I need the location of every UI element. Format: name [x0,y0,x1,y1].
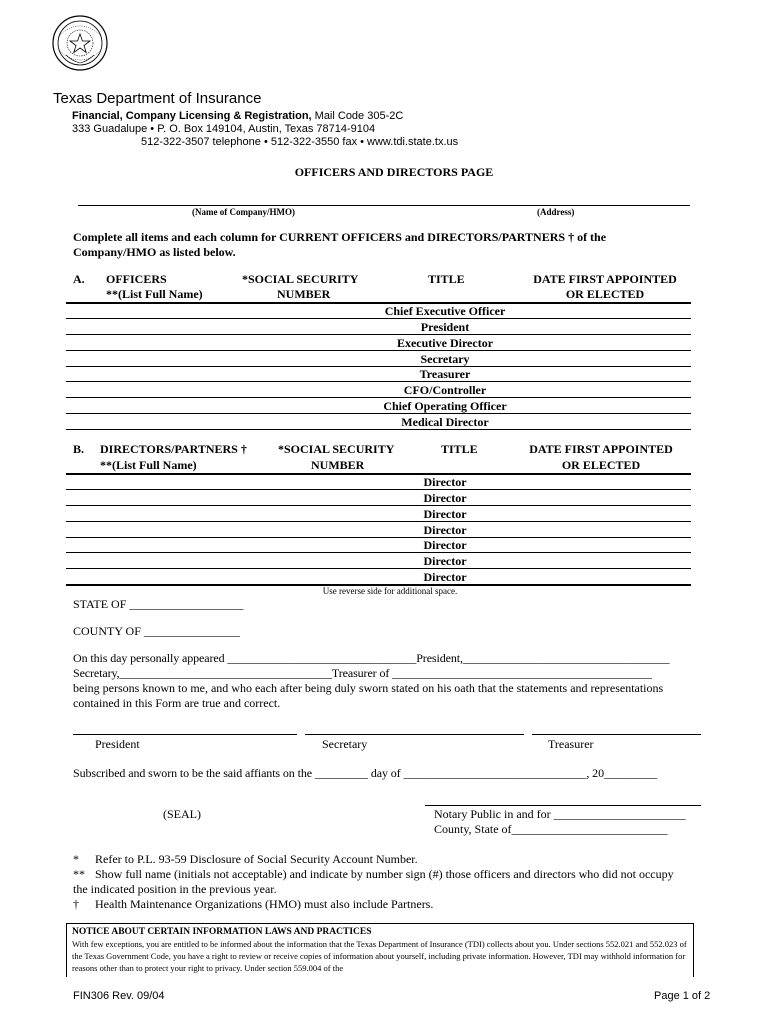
president-signature-line[interactable] [73,734,297,735]
address-label: (Address) [537,207,575,217]
footnote-text: Show full name (initials not acceptable) and indicate by number sign (#) those officers and directors who did not occupy [95,867,674,881]
notary-public-field[interactable]: Notary Public in and for ______________________ [434,807,686,821]
officer-row-line[interactable] [66,397,691,398]
company-name-label: (Name of Company/HMO) [192,207,295,217]
directors-subheading: **(List Full Name) [100,458,197,472]
director-row-line[interactable] [66,552,691,553]
footnote-mark: † [73,897,79,911]
officer-row-line[interactable] [66,350,691,351]
director-title-row: Director [423,570,467,584]
county-field[interactable]: COUNTY OF ________________ [73,624,240,638]
notice-body: With few exceptions, you are entitled to be informed about the information that the Texas Department of Insurance (TDI) collects about you. Under sections 552.021 and 552.023 of the Texas Government Code, you have a right to review or receive copies of information about yourself, including private information. However, TDI may withhold information for reasons other than to protect your right to privacy. Under section 559.004 of the [72,939,687,973]
footnote-full-name [73,867,674,882]
officers-heading: OFFICERS [106,272,167,286]
director-title-row: Director [423,475,467,489]
officer-row-line[interactable] [66,413,691,414]
division-line [72,110,403,122]
title-heading-b: TITLE [441,442,478,456]
oath-text: being persons known to me, and who each after being duly sworn stated on his oath that the statements and representations contained in this Form are true and correct. [73,681,664,710]
mail-code: Mail Code 305-2C [311,110,404,122]
officer-title-row: CFO/Controller [403,383,487,397]
privacy-notice-box [66,923,694,977]
reverse-side-note: Use reverse side for additional space. [322,586,458,596]
state-field[interactable]: STATE OF ___________________ [73,597,244,611]
agency-name: Texas Department of Insurance [53,90,262,107]
agency-address: 333 Guadalupe • P. O. Box 149104, Austin, Texas 78714-9104 [72,123,376,135]
footnote-continuation [73,882,277,897]
officer-row-line[interactable] [66,334,691,335]
date-subheading-a: OR ELECTED [565,287,645,301]
officer-title-row: Medical Director [401,415,489,429]
subscribed-line[interactable]: Subscribed and sworn to be the said affiants on the _________ day of _______________________________, 20_________ [73,766,658,780]
officer-title-row: Executive Director [396,336,494,350]
title-heading-a: TITLE [428,272,465,286]
president-signature-label: President [95,737,140,751]
officer-title-row: President [420,320,470,334]
director-row-line[interactable] [66,489,691,490]
treasurer-signature-label: Treasurer [548,737,594,751]
treasurer-signature-line[interactable] [532,734,701,735]
footnote-text: the indicated position in the previous year. [73,882,277,896]
county-state-field[interactable]: County, State of__________________________ [434,822,668,836]
director-title-row: Director [423,507,467,521]
director-row-line[interactable] [66,568,691,569]
officer-title-row: Chief Operating Officer [383,399,507,413]
appeared-line[interactable]: On this day personally appeared ________________________________President,___________________________________ [73,651,670,665]
secretary-treasurer-line[interactable]: Secretary,____________________________________Treasurer of ____________________________________________ [73,666,652,680]
ssn-subheading-b: NUMBER [311,458,365,472]
agency-contact: 512-322-3507 telephone • 512-322-3550 fax • www.tdi.state.tx.us [141,136,459,148]
director-title-row: Director [423,491,467,505]
seal-label: (SEAL) [163,807,201,821]
officer-title-row: Secretary [420,352,470,366]
notary-signature-line[interactable] [425,805,701,806]
instructions: Complete all items and each column for CURRENT OFFICERS and DIRECTORS/PARTNERS † of the Company/HMO as listed below. [73,230,607,259]
officer-title-row: Treasurer [419,367,471,381]
ssn-heading-b: *SOCIAL SECURITY [278,442,395,456]
date-heading-b: DATE FIRST APPOINTED [529,442,673,456]
director-row-line[interactable] [66,521,691,522]
division-name: Financial, Company Licensing & Registration, [72,110,312,122]
footnote-text: Health Maintenance Organizations (HMO) must also include Partners. [95,897,434,911]
footnote-ssn [73,852,418,867]
officer-row-line[interactable] [66,381,691,382]
secretary-signature-line[interactable] [305,734,524,735]
officer-title-row: Chief Executive Officer [384,304,506,318]
footnote-text: Refer to P.L. 93-59 Disclosure of Social Security Account Number. [95,852,418,866]
ssn-heading-a: *SOCIAL SECURITY [242,272,359,286]
officer-row-line[interactable] [66,429,691,430]
ssn-subheading-a: NUMBER [277,287,331,301]
date-heading-a: DATE FIRST APPOINTED [533,272,677,286]
texas-seal-logo [52,15,108,71]
footnote-mark: ** [73,867,85,881]
directors-heading: DIRECTORS/PARTNERS † [100,442,247,456]
director-row-line[interactable] [66,505,691,506]
officers-subheading: **(List Full Name) [106,287,203,301]
director-title-row: Director [423,554,467,568]
company-address-line[interactable] [78,205,690,206]
section-a-letter: A. [73,272,85,286]
director-title-row: Director [423,538,467,552]
date-subheading-b: OR ELECTED [561,458,641,472]
page-number: Page 1 of 2 [654,990,711,1002]
secretary-signature-label: Secretary [322,737,368,751]
footnote-mark: * [73,852,79,866]
notice-heading: NOTICE ABOUT CERTAIN INFORMATION LAWS AND PRACTICES [72,927,372,937]
director-title-row: Director [423,523,467,537]
officer-row-line[interactable] [66,318,691,319]
form-id: FIN306 Rev. 09/04 [73,990,165,1002]
page-title: OFFICERS AND DIRECTORS PAGE [294,165,494,179]
section-b-letter: B. [73,442,85,456]
footnote-hmo [73,897,433,912]
